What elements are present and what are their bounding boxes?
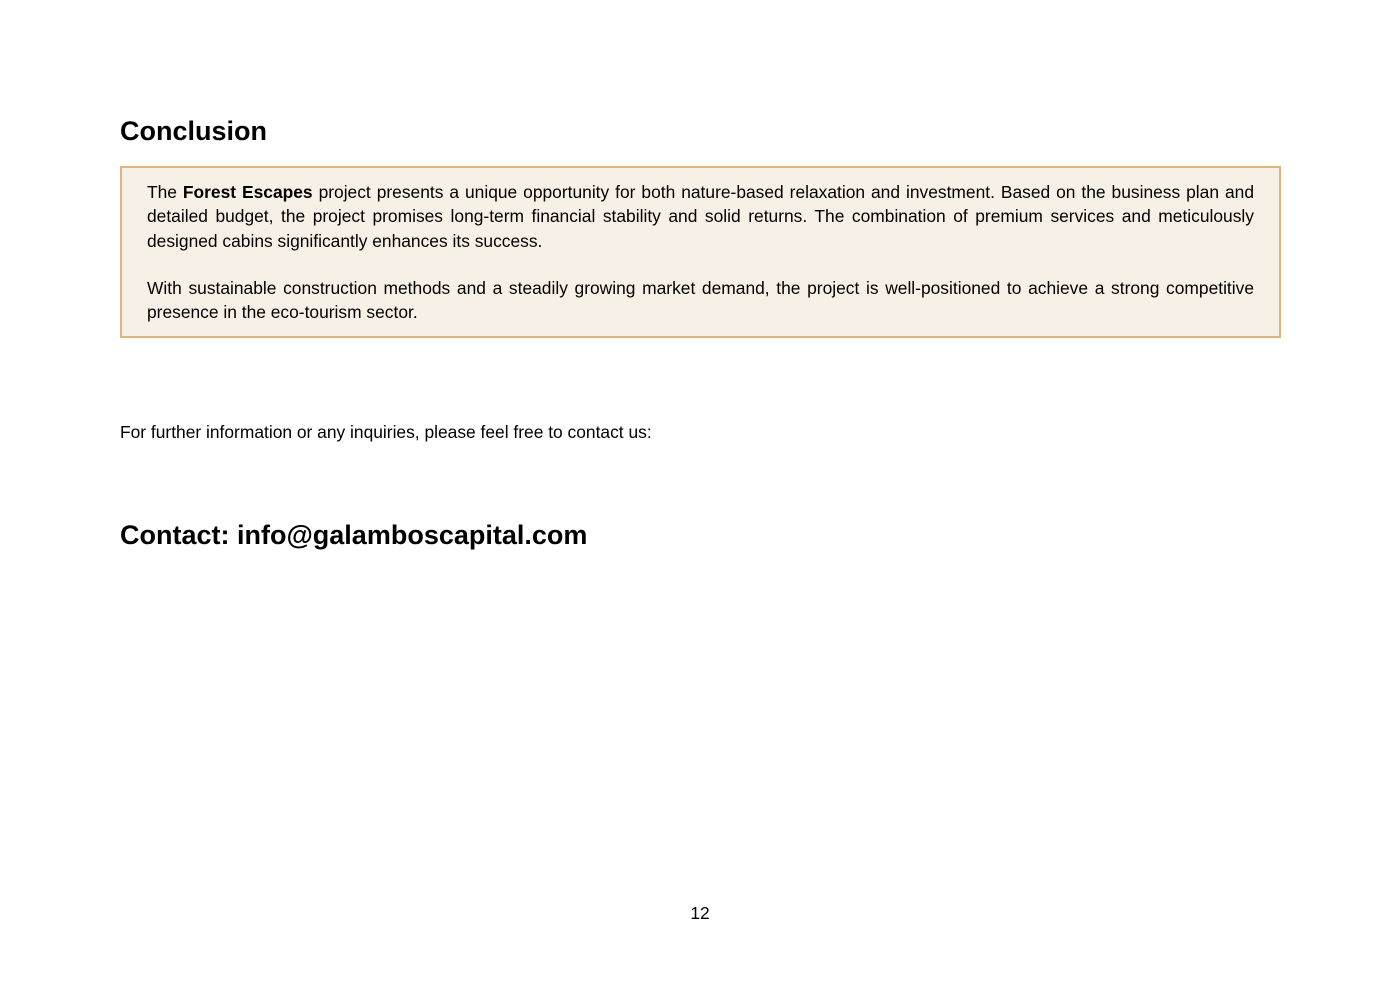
conclusion-box xyxy=(120,166,1281,338)
conclusion-heading: Conclusion xyxy=(120,116,267,146)
contact-note: For further information or any inquiries, please feel free to contact us: xyxy=(120,422,652,442)
conclusion-paragraph-1 xyxy=(147,180,1254,253)
contact-email-line: Contact: info@galamboscapital.com xyxy=(120,520,588,550)
project-name-bold: Forest Escapes xyxy=(182,182,313,202)
page-number: 12 xyxy=(690,903,710,923)
paragraph-1-text-start: The xyxy=(147,182,183,202)
conclusion-paragraph-2: With sustainable construction methods and a steadily growing market demand, the project is well-positioned to achieve a strong competitive presence in the eco-tourism sector. xyxy=(147,277,1254,323)
paragraph-1-text-end: project presents a unique opportunity for both nature-based relaxation and investment. Based on the business plan and detailed budget, the project promises long-term financial stability and solid returns. The combination of premium services and meticulously designed cabins significantly enhances its success. xyxy=(147,182,1254,251)
